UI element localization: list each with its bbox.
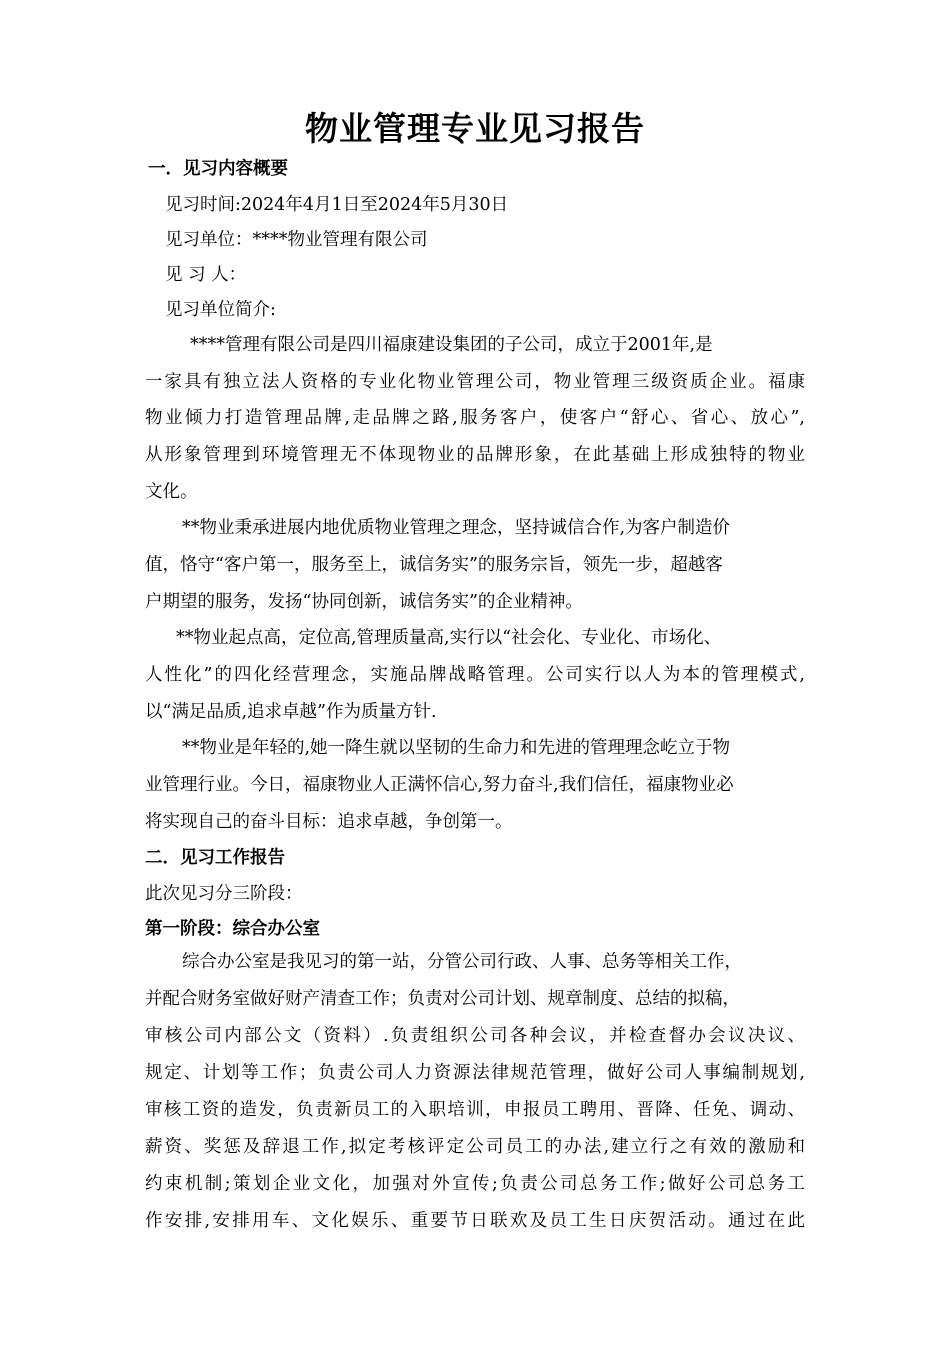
stage1-line: 审核工资的造发，负责新员工的入职培训，申报员工聘用、晋降、任免、调动、 bbox=[145, 1100, 805, 1120]
intro-p2-line: 户期望的服务，发扬“协同创新，诚信务实”的企业精神。 bbox=[145, 592, 583, 612]
intro-p1-line: 物业倾力打造管理品牌,走品牌之路,服务客户，使客户“舒心、省心、放心”, bbox=[145, 408, 805, 428]
intro-p2-line: **物业秉承进展内地优质物业管理之理念，坚持诚信合作,为客户制造价 bbox=[182, 518, 731, 538]
intro-p3-line: 以“满足品质,追求卓越”作为质量方针. bbox=[145, 702, 437, 722]
intro-p1-line: 文化。 bbox=[145, 482, 198, 502]
intro-p4-line: **物业是年轻的,她一降生就以坚韧的生命力和先进的管理理念屹立于物 bbox=[182, 738, 731, 758]
intro-p1-line: 一家具有独立法人资格的专业化物业管理公司，物业管理三级资质企业。福康 bbox=[145, 372, 805, 392]
intro-p3-line: 人性化”的四化经营理念，实施品牌战略管理。公司实行以人为本的管理模式, bbox=[145, 665, 805, 685]
unit-intro-label: 见习单位简介: bbox=[165, 300, 276, 320]
intro-p2-line: 值，恪守“客户第一，服务至上，诚信务实”的服务宗旨，领先一步，超越客 bbox=[145, 555, 723, 575]
section1-heading: 一．见习内容概要 bbox=[148, 159, 288, 179]
internship-person: 见 习 人： bbox=[165, 265, 247, 285]
stage1-heading: 第一阶段：综合办公室 bbox=[145, 919, 320, 939]
intro-p4-line: 将实现自己的奋斗目标：追求卓越，争创第一。 bbox=[145, 812, 513, 832]
stage1-line: 规定、计划等工作；负责公司人力资源法律规范管理，做好公司人事编制规划, bbox=[145, 1063, 805, 1083]
intro-p1-line: ****管理有限公司是四川福康建设集团的子公司，成立于2001年,是 bbox=[190, 335, 713, 355]
internship-unit: 见习单位：****物业管理有限公司 bbox=[165, 230, 428, 250]
stage1-line: 综合办公室是我见习的第一站，分管公司行政、人事、总务等相关工作， bbox=[182, 952, 742, 972]
stage1-line: 薪资、奖惩及辞退工作,拟定考核评定公司员工的办法,建立行之有效的激励和 bbox=[145, 1137, 805, 1157]
intro-p3-line: **物业起点高，定位高,管理质量高,实行以“社会化、专业化、市场化、 bbox=[176, 628, 722, 648]
intro-p4-line: 业管理行业。今日，福康物业人正满怀信心,努力奋斗,我们信任，福康物业必 bbox=[145, 775, 734, 795]
stage1-line: 审核公司内部公文（资料）.负责组织公司各种会议，并检查督办会议决议、 bbox=[145, 1026, 805, 1046]
internship-time: 见习时间:2024年4月1日至2024年5月30日 bbox=[165, 195, 509, 215]
stage1-line: 作安排,安排用车、文化娱乐、重要节日联欢及员工生日庆贺活动。通过在此 bbox=[145, 1211, 805, 1231]
intro-p1-line: 从形象管理到环境管理无不体现物业的品牌形象，在此基础上形成独特的物业 bbox=[145, 445, 805, 465]
stage1-line: 约束机制;策划企业文化，加强对外宣传;负责公司总务工作;做好公司总务工 bbox=[145, 1174, 805, 1194]
section2-heading: 二．见习工作报告 bbox=[145, 848, 285, 868]
stage1-line: 并配合财务室做好财产清查工作；负责对公司计划、规章制度、总结的拟稿， bbox=[145, 989, 740, 1009]
stages-intro: 此次见习分三阶段： bbox=[145, 884, 303, 904]
document-title: 物业管理专业见习报告 bbox=[305, 109, 645, 148]
